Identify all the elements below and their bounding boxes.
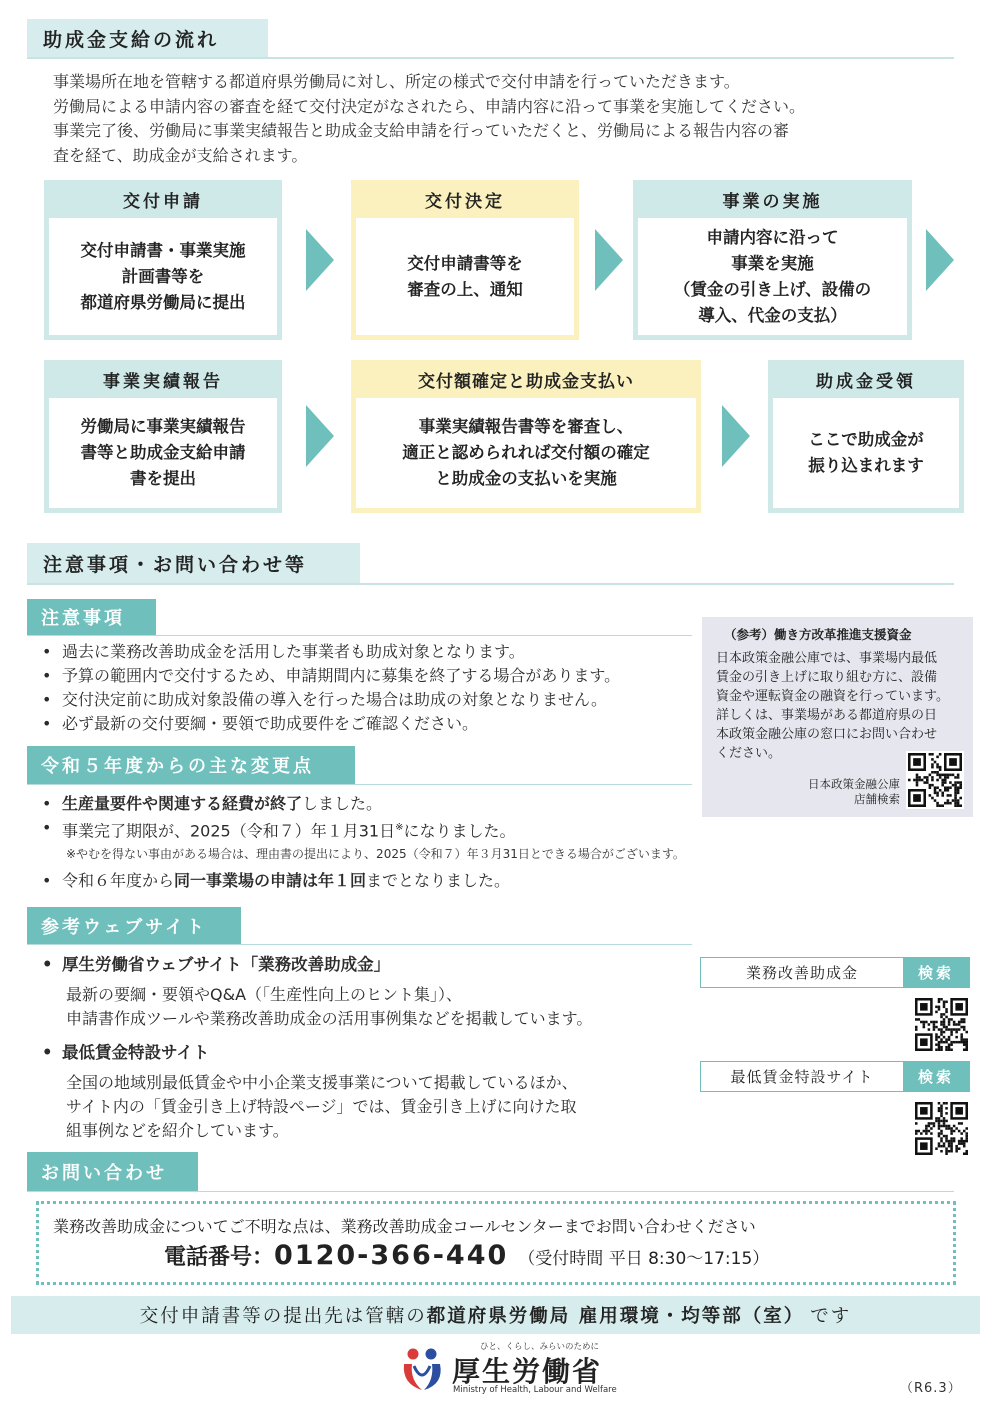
list-item: • 必ず最新の交付要綱・要領で助成要件をご確認ください。 <box>40 712 700 736</box>
reference-title: （参考）働き方改革推進支援資金 <box>724 627 912 642</box>
flow-step-receipt <box>768 360 964 513</box>
websites-rule <box>27 944 692 945</box>
flow-arrow-icon <box>722 405 750 467</box>
flow-step-line: 労働局に事業実績報告 <box>80 417 246 436</box>
flow-arrow-icon <box>926 229 954 291</box>
search-keyword: 最低賃金特設サイト <box>730 1068 874 1086</box>
qr-code-icon[interactable] <box>913 996 970 1053</box>
flow-step-title: 交付申請 <box>123 191 203 212</box>
changes-rule <box>27 784 692 785</box>
flow-arrow-icon <box>595 229 623 291</box>
cautions-title <box>27 599 156 635</box>
changes-title-text: 令和５年度からの主な変更点 <box>41 756 314 777</box>
flow-section-title-text: 助成金支給の流れ <box>43 28 220 51</box>
ministry-tagline: ひと、くらし、みらいのために <box>480 1342 600 1352</box>
flow-step-title: 交付決定 <box>425 191 505 212</box>
intro-line: 事業場所在地を管轄する都道府県労働局に対し、所定の様式で交付申請を行っていただきます。 <box>53 72 740 91</box>
changes-footnote: ※やむを得ない事由がある場合は、理由書の提出により、2025（令和７）年３月31日とできる場合がございます。 <box>66 847 685 861</box>
flow-step-line: 事業を実施 <box>731 253 814 273</box>
text: 令和６年度から <box>62 871 175 890</box>
desc-line: 全国の地域別最低賃金や中小企業支援事業について掲載しているほか、 <box>66 1073 578 1092</box>
contact-box <box>36 1201 956 1285</box>
reference-finance-box <box>702 617 973 817</box>
qr-code-icon[interactable] <box>906 751 964 809</box>
list-item: • 交付決定前に助成対象設備の導入を行った場合は助成の対象となりません。 <box>40 688 700 712</box>
notes-section-rule <box>27 583 954 585</box>
text: までとなりました。 <box>366 871 511 890</box>
changes-list-2 <box>40 869 820 893</box>
phone-number[interactable]: 0120-366-440 <box>274 1240 509 1271</box>
search-box-subsidy[interactable] <box>700 957 970 988</box>
ministry-logo <box>400 1340 617 1396</box>
flow-step-line: 都道府県労働局に提出 <box>80 292 246 312</box>
flow-step-decision <box>351 180 579 340</box>
cautions-rule <box>27 635 692 636</box>
flow-arrow-icon <box>306 229 334 291</box>
flow-step-implementation <box>633 180 912 340</box>
websites-title <box>27 907 241 944</box>
website-2-desc <box>66 1071 578 1143</box>
flow-step-line: 書等と助成金支給申請 <box>80 443 246 462</box>
flow-step-title: 交付額確定と助成金支払い <box>418 371 634 392</box>
list-item: • 過去に業務改善助成金を活用した事業者も助成対象となります。 <box>40 640 700 664</box>
notice-text: 交付申請書等の提出先は管轄の <box>139 1306 427 1327</box>
intro-line: 査を経て、助成金が支給されます。 <box>53 145 308 165</box>
contact-message: 業務改善助成金についてご不明な点は、業務改善助成金コールセンターまでお問い合わせください <box>53 1217 756 1236</box>
contact-rule <box>27 1191 954 1192</box>
flow-step-title: 事業の実施 <box>722 191 823 212</box>
desc-line: 申請書作成ツールや業務改善助成金の活用事例集などを掲載しています。 <box>66 1009 593 1028</box>
flow-step-payment <box>351 360 701 513</box>
flow-step-report <box>44 360 282 513</box>
flow-step-body <box>49 398 277 508</box>
intro-line: 労働局による申請内容の審査を経て交付決定がなされたら、申請内容に沿って事業を実施してください。 <box>53 96 806 116</box>
flow-step-body <box>356 218 574 335</box>
notes-section-title <box>27 543 360 583</box>
ministry-name: 厚生労働省 <box>452 1355 603 1388</box>
contact-title <box>27 1152 198 1191</box>
flow-section-rule <box>27 57 954 59</box>
reference-line: 日本政策金融公庫では、事業場内最低 <box>716 651 938 666</box>
text: しました。 <box>302 794 383 813</box>
flow-step-line: 計画書等を <box>121 266 205 286</box>
flow-section-title <box>27 19 268 57</box>
ministry-logo-mark-icon <box>400 1344 446 1392</box>
flow-step-title: 事業実績報告 <box>103 371 223 392</box>
list-item <box>40 953 700 977</box>
phone-label: 電話番号： <box>164 1245 275 1270</box>
flow-step-body <box>773 398 959 508</box>
flow-step-body <box>356 398 696 508</box>
list-item <box>40 869 820 893</box>
list-item <box>40 816 820 843</box>
flow-intro <box>53 70 958 168</box>
ministry-name-en: Ministry of Health, Labour and Welfare <box>453 1385 617 1395</box>
search-button[interactable]: 検索 <box>903 958 969 987</box>
submission-notice-bar <box>11 1296 980 1334</box>
text: になりました。 <box>403 821 516 841</box>
reference-line: 本政策金融公庫の窓口にお問い合わせ <box>716 727 938 742</box>
changes-title <box>27 746 355 784</box>
flow-step-application <box>44 180 282 340</box>
footnote-mark: ※ <box>395 822 404 833</box>
website-1 <box>40 953 700 977</box>
qr-code-icon[interactable] <box>913 1100 970 1157</box>
website-1-desc <box>66 983 592 1031</box>
notes-section-title-text: 注意事項・お問い合わせ等 <box>43 553 308 576</box>
desc-line: サイト内の「賃金引き上げ特設ページ」では、賃金引き上げに向けた取 <box>66 1097 577 1116</box>
flow-step-title: 助成金受領 <box>816 371 916 392</box>
flow-step-line: 振り込まれます <box>808 456 924 475</box>
websites-title-text: 参考ウェブサイト <box>41 916 208 938</box>
list-item <box>40 792 820 816</box>
flow-step-body <box>638 218 907 335</box>
notice-text: です <box>810 1306 852 1327</box>
reference-line: 資金や運転資金の融資を行っています。 <box>716 689 949 704</box>
bold-text: 同一事業場の申請は年１回 <box>174 871 367 890</box>
flow-step-line: （賃金の引き上げ、設備の <box>673 279 872 299</box>
flow-step-line: 書を提出 <box>130 469 196 488</box>
website-title: 最低賃金特設サイト <box>62 1043 210 1062</box>
search-box-minwage[interactable] <box>700 1061 970 1092</box>
search-keyword: 業務改善助成金 <box>745 964 858 982</box>
reference-body <box>716 649 949 763</box>
notice-bold-text: 都道府県労働局 雇用環境・均等部（室） <box>426 1306 805 1327</box>
reference-line: 詳しくは、事業場がある都道府県の日 <box>716 708 938 723</box>
qr-caption-line: 店舗検索 <box>854 792 900 806</box>
flow-step-line: ここで助成金が <box>808 430 924 449</box>
reference-line: 賃金の引き上げに取り組む方に、設備 <box>716 670 938 685</box>
changes-list <box>40 792 820 843</box>
flow-step-body <box>49 218 277 335</box>
intro-line: 事業完了後、労働局に事業実績報告と助成金支給申請を行っていただくと、労働局による報告内容の審 <box>53 121 790 140</box>
website-title: 厚生労働省ウェブサイト「業務改善助成金」 <box>62 955 391 974</box>
desc-line: 最新の要綱・要領やQ&A（「生産性向上のヒント集」）、 <box>66 985 463 1004</box>
bold-text: 生産量要件や関連する経費が終了 <box>62 794 303 813</box>
flow-step-line: 導入、代金の支払） <box>698 305 847 325</box>
flow-step-line: 事業実績報告書等を審査し、 <box>418 417 634 436</box>
flow-step-line: 交付申請書・事業実施 <box>80 240 246 260</box>
flow-step-line: と助成金の支払いを実施 <box>435 469 617 488</box>
list-item: • 予算の範囲内で交付するため、申請期間内に募集を終了する場合があります。 <box>40 664 700 688</box>
contact-title-text: お問い合わせ <box>41 1162 167 1184</box>
phone-hours: （受付時間 平日 8:30〜17:15） <box>518 1249 770 1269</box>
qr-caption-line: 日本政策金融公庫 <box>808 777 900 791</box>
flow-step-line: 交付申請書等を <box>407 253 523 273</box>
reference-line: ください。 <box>716 746 782 761</box>
website-2 <box>40 1041 700 1065</box>
list-item <box>40 1041 700 1065</box>
cautions-title-text: 注意事項 <box>41 608 125 629</box>
cautions-list <box>40 640 700 736</box>
flow-step-line: 申請内容に沿って <box>706 227 839 247</box>
flow-step-line: 適正と認められれば交付額の確定 <box>402 443 650 462</box>
flow-step-line: 審査の上、通知 <box>407 279 523 299</box>
version-label: （R6.3） <box>900 1381 962 1396</box>
text: 事業完了期限が、2025（令和７）年１月31日 <box>62 821 396 841</box>
contact-phone-row <box>164 1240 769 1271</box>
desc-line: 組事例などを紹介しています。 <box>66 1121 289 1140</box>
flow-arrow-icon <box>306 405 334 467</box>
search-button[interactable]: 検索 <box>903 1062 969 1091</box>
